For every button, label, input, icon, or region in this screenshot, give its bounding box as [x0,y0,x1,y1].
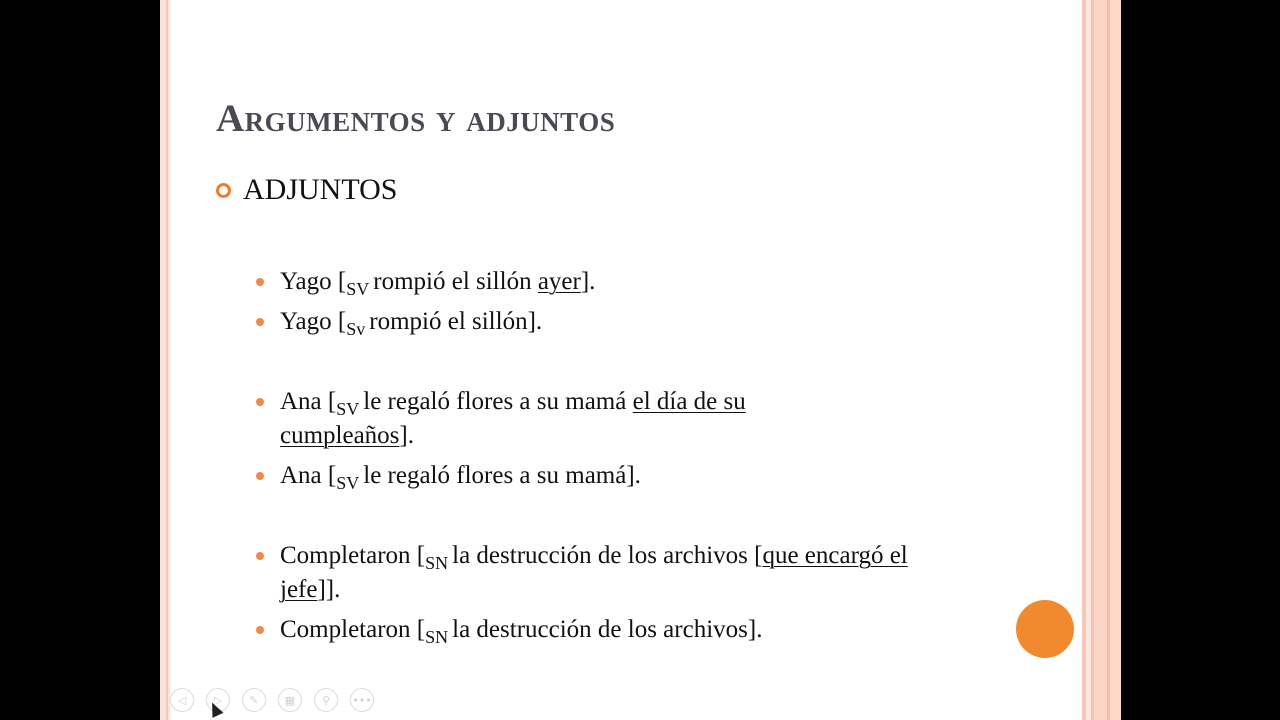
slide [160,0,1121,720]
bullet-dot-icon [256,552,264,560]
bullet-item [254,265,960,299]
orange-circle-marker[interactable] [1016,600,1074,658]
bullet-item [254,305,960,339]
bullet-item [254,459,960,493]
bullet-dot-icon [256,278,264,286]
prev-icon[interactable]: ◁ [170,688,194,712]
slideshow-toolbar [170,688,374,712]
bullet-text: Ana [$_{SV}$ le regaló flores a su mamá el día de su cumpleaños]. [280,388,746,449]
bullet-item [254,613,960,647]
play-icon[interactable]: ▷ [206,688,230,712]
bullet-text: Ana [$_{SV}$ le regaló flores a su mamá]. [280,462,641,493]
slides-icon[interactable]: ▦ [278,688,302,712]
bullet-item [254,385,880,453]
bullet-text: Completaron [$_{SN}$ la destrucción de los archivos [que encargó el jefe]]. [280,542,908,603]
right-decor-stripes [1079,0,1121,720]
bullet-text: Yago [$_{SV}$ rompió el sillón ayer]. [280,268,596,299]
bullet-dot-icon [256,398,264,406]
pen-icon[interactable]: ✎ [242,688,266,712]
slide-title: Argumentos y adjuntos [216,97,616,140]
ring-bullet-icon [216,183,231,198]
bullet-dot-icon [256,626,264,634]
more-icon[interactable]: ••• [350,688,374,712]
left-decor-strip [160,0,170,720]
bullet-text: Yago [$_{Sv}$ rompió el sillón]. [280,308,543,339]
bullet-text: Completaron [$_{SN}$ la destrucción de los archivos]. [280,616,763,647]
bullet-dot-icon [256,472,264,480]
section-heading [216,173,397,207]
bullet-item [254,539,950,607]
zoom-icon[interactable]: ⚲ [314,688,338,712]
section-label: ADJUNTOS [243,173,398,206]
bullet-dot-icon [256,318,264,326]
